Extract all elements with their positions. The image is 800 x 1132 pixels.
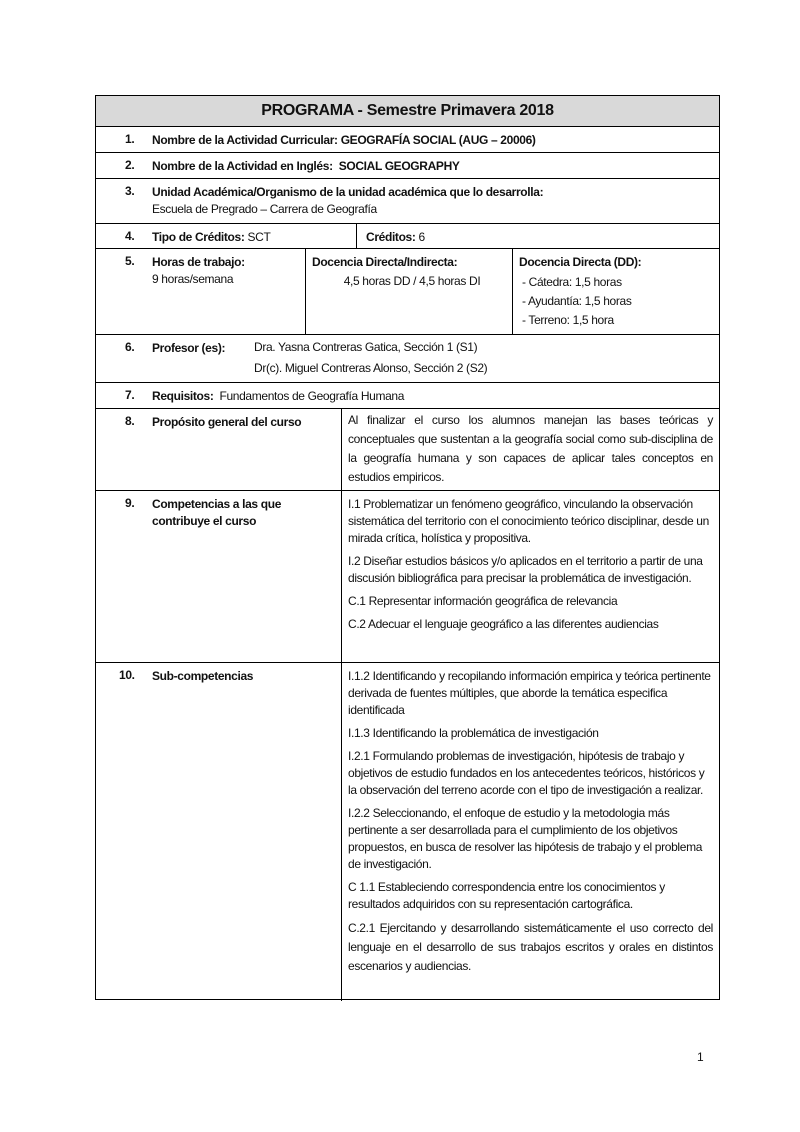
credits-value: 6	[418, 230, 425, 244]
competency-item: I.1 Problematizar un fenómeno geográfico, vinculando la observación sistemática del territorio con el conocimiento teórico disciplinar, desde un mirada crítica, holística y propositiva.	[348, 497, 709, 545]
table-title: PROGRAMA - Semestre Primavera 2018	[96, 96, 719, 127]
row-value: SCT	[247, 230, 271, 244]
competency-item: I.2 Diseñar estudios básicos y/o aplicados en el territorio a partir de una discusión bibliográfica para precisar la problemática de investigación.	[348, 554, 703, 585]
row-number: 7.	[125, 388, 135, 402]
row-value: SOCIAL GEOGRAPHY	[338, 159, 460, 173]
sub-competency-item: C.2.1 Ejercitando y desarrollando sistemáticamente el uso correcto del lenguaje en el desarrollo de sus trabajos escritos y orales en distintos escenarios y audiencias.	[348, 921, 713, 973]
direct-teaching-label: Docencia Directa (DD):	[519, 255, 642, 269]
row-label: Unidad Académica/Organismo de la unidad académica que lo desarrolla:	[152, 185, 544, 199]
row-number: 9.	[125, 496, 135, 510]
professor-name: Dra. Yasna Contreras Gatica, Sección 1 (S1)	[254, 340, 478, 354]
row-value: 9 horas/semana	[152, 272, 234, 286]
row-number: 1.	[125, 132, 135, 146]
row-label: Profesor (es):	[152, 341, 226, 355]
sub-competency-item: I.2.2 Seleccionando, el enfoque de estudio y la metodologia más pertinente a ser desarrollada para el cumplimiento de los objetivos propuestos, en busca de resolver las hipótesis de trabajo y el problema de investigación.	[348, 806, 703, 871]
row-value: GEOGRAFÍA SOCIAL (AUG – 20006)	[340, 133, 536, 147]
row-label: Requisitos:	[152, 389, 214, 403]
page-number: 1	[697, 1050, 704, 1064]
direct-teaching-item: - Ayudantía: 1,5 horas	[522, 294, 632, 308]
competency-item: C.2 Adecuar el lenguaje geográfico a las diferentes audiencias	[348, 617, 659, 631]
purpose-text: Al finalizar el curso los alumnos manejan las bases teóricas y conceptuales que sustentan a la geografía social como sub-disciplina de la geografía humana y son capaces de aplicar tales conceptos en estudios empiricos.	[348, 413, 713, 484]
row-english-name	[96, 153, 719, 179]
professor-name: Dr(c). Miguel Contreras Alonso, Sección 2 (S2)	[254, 361, 488, 375]
row-label: Tipo de Créditos:	[152, 230, 245, 244]
program-table	[95, 95, 720, 1000]
row-competencies	[96, 491, 719, 663]
row-activity-name	[96, 127, 719, 153]
row-purpose	[96, 409, 719, 491]
sub-competency-item: I.1.3 Identificando la problemática de investigación	[348, 726, 599, 740]
row-academic-unit	[96, 179, 719, 224]
row-work-hours	[96, 249, 719, 335]
direct-teaching-item: - Cátedra: 1,5 horas	[522, 275, 622, 289]
sub-competency-item: C 1.1 Estableciendo correspondencia entre los conocimientos y resultados adquiridos con su representación cartográfica.	[348, 880, 665, 911]
row-number: 2.	[125, 158, 135, 172]
row-label: Horas de trabajo:	[152, 255, 245, 269]
row-number: 4.	[125, 229, 135, 243]
row-label: Competencias a las que contribuye el curso	[152, 497, 282, 528]
row-number: 5.	[125, 254, 135, 268]
direct-indirect-label: Docencia Directa/Indirecta:	[312, 255, 458, 269]
row-label: Sub-competencias	[152, 669, 254, 683]
competency-item: C.1 Representar información geográfica de relevancia	[348, 594, 618, 608]
row-sub-competencies	[96, 663, 719, 1001]
row-requirements	[96, 383, 719, 409]
row-number: 10.	[119, 668, 135, 682]
row-label: Nombre de la Actividad Curricular:	[152, 133, 338, 147]
row-professors	[96, 335, 719, 383]
row-value: Fundamentos de Geografía Humana	[219, 389, 405, 403]
row-credits	[96, 224, 719, 249]
direct-teaching-item: - Terreno: 1,5 hora	[522, 313, 614, 327]
row-label: Nombre de la Actividad en Inglés:	[152, 159, 333, 173]
row-number: 3.	[125, 184, 135, 198]
row-value: Escuela de Pregrado – Carrera de Geografía	[152, 202, 377, 216]
sub-competency-item: I.1.2 Identificando y recopilando información empirica y teórica pertinente derivada de fuentes múltiples, que aborde la temática especifica identificada	[348, 669, 711, 717]
row-number: 8.	[125, 414, 135, 428]
direct-indirect-value: 4,5 horas DD / 4,5 horas DI	[343, 274, 481, 288]
row-label: Propósito general del curso	[152, 415, 302, 429]
credits-label: Créditos:	[366, 230, 416, 244]
row-number: 6.	[125, 340, 135, 354]
sub-competency-item: I.2.1 Formulando problemas de investigación, hipótesis de trabajo y objetivos de estudio fundados en los antecedentes teóricos, históricos y la observación del terreno acorde con el tipo de investigación a realizar.	[348, 749, 705, 797]
